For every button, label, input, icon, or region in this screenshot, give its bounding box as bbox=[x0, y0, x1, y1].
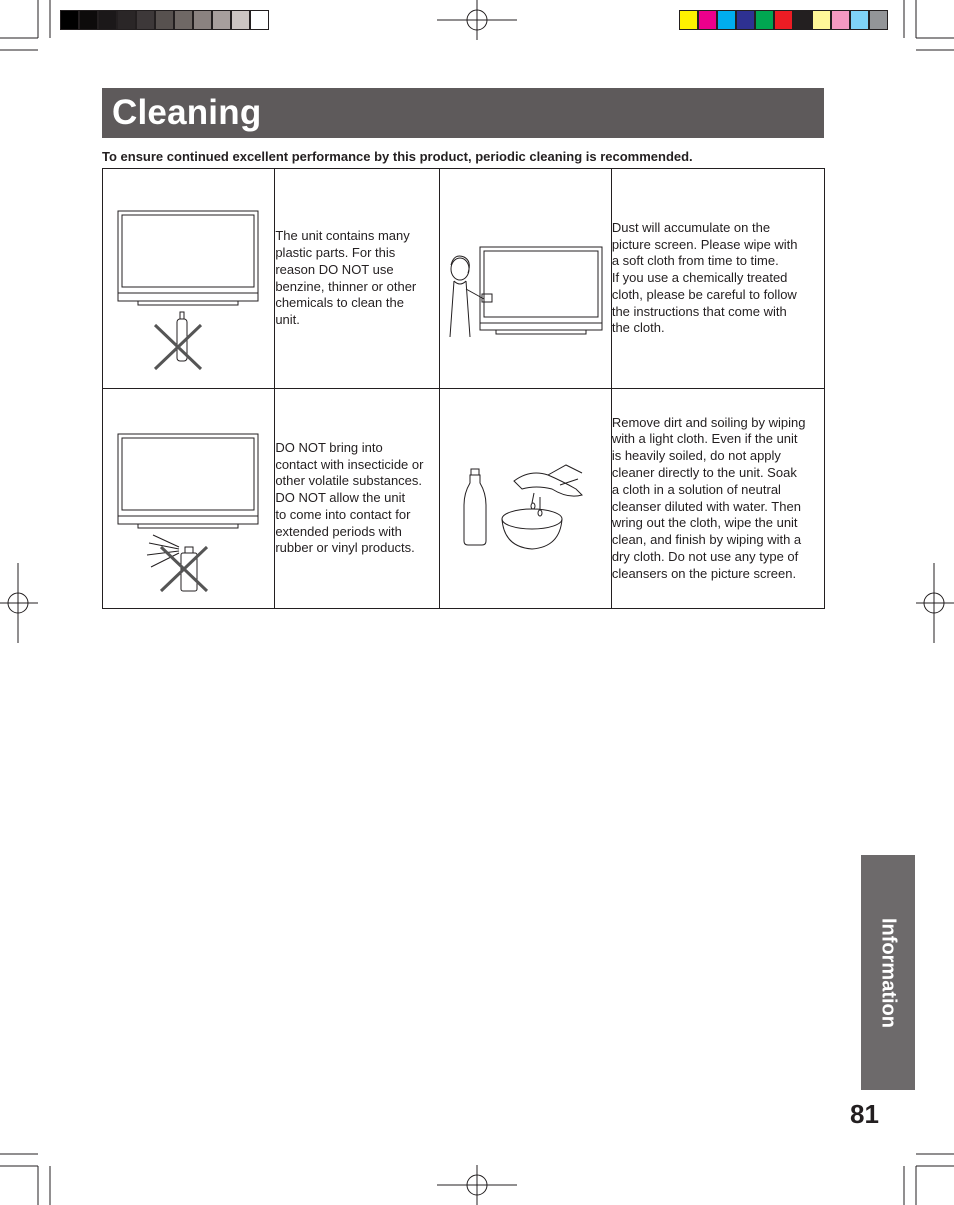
table-cell-text bbox=[611, 389, 824, 609]
cell-text: Dust will accumulate on the picture screen. Please wipe with a soft cloth from time to time. If you use a chemically treated cloth, please be careful to follow the instructions that come with the cloth. bbox=[611, 219, 798, 336]
color-swatch bbox=[755, 10, 774, 30]
process-color-bar bbox=[679, 10, 888, 30]
color-swatch bbox=[79, 10, 98, 30]
color-swatch bbox=[136, 10, 155, 30]
intro-text: To ensure continued excellent performance by this product, periodic cleaning is recommended. bbox=[102, 149, 693, 164]
color-swatch bbox=[174, 10, 193, 30]
cell-text: DO NOT bring into contact with insecticide or other volatile substances. DO NOT allow the unit to come into contact for extended periods with rubber or vinyl products. bbox=[275, 439, 424, 556]
color-swatch bbox=[812, 10, 831, 30]
color-swatch bbox=[736, 10, 755, 30]
color-swatch bbox=[698, 10, 717, 30]
table-cell-image bbox=[439, 389, 611, 609]
color-swatch bbox=[250, 10, 269, 30]
table-cell-image bbox=[103, 169, 275, 389]
table-row bbox=[103, 169, 825, 389]
color-swatch bbox=[98, 10, 117, 30]
cleaning-table bbox=[102, 168, 825, 609]
woman-wiping-screen-icon bbox=[440, 169, 608, 383]
table-cell-image bbox=[103, 389, 275, 609]
color-swatch bbox=[193, 10, 212, 30]
gray-color-bar bbox=[60, 10, 269, 30]
table-row bbox=[103, 389, 825, 609]
cell-text: Remove dirt and soiling by wiping with a light cloth. Even if the unit is heavily soiled, do not apply cleaner directly to the unit. Soak a cloth in a solution of neutral cleanser diluted with water. Then wring out the cloth, wipe the unit clean, and finish by wiping with a dry cloth. Do not use any type of cleansers on the picture screen. bbox=[611, 414, 806, 581]
table-cell-text bbox=[611, 169, 824, 389]
cell-text: The unit contains many plastic parts. For this reason DO NOT use benzine, thinner or other chemicals to clean the unit. bbox=[275, 228, 417, 328]
page-number: 81 bbox=[850, 1099, 879, 1129]
color-swatch bbox=[679, 10, 698, 30]
color-swatch bbox=[831, 10, 850, 30]
tv-with-crossed-spray-icon bbox=[103, 389, 271, 603]
color-swatch bbox=[155, 10, 174, 30]
page-title: Cleaning bbox=[112, 93, 262, 132]
table-cell-text bbox=[275, 169, 439, 389]
color-swatch bbox=[869, 10, 888, 30]
wringing-cloth-bowl-icon bbox=[440, 389, 608, 603]
color-swatch bbox=[717, 10, 736, 30]
color-swatch bbox=[850, 10, 869, 30]
color-swatch bbox=[212, 10, 231, 30]
color-swatch bbox=[793, 10, 812, 30]
table-cell-image bbox=[439, 169, 611, 389]
tv-with-crossed-bottle-icon bbox=[103, 169, 271, 383]
section-header bbox=[102, 88, 824, 138]
color-swatch bbox=[774, 10, 793, 30]
color-swatch bbox=[117, 10, 136, 30]
color-swatch bbox=[60, 10, 79, 30]
table-cell-text bbox=[275, 389, 439, 609]
color-swatch bbox=[231, 10, 250, 30]
section-tab-label: Information bbox=[877, 917, 900, 1028]
section-tab bbox=[861, 855, 915, 1090]
